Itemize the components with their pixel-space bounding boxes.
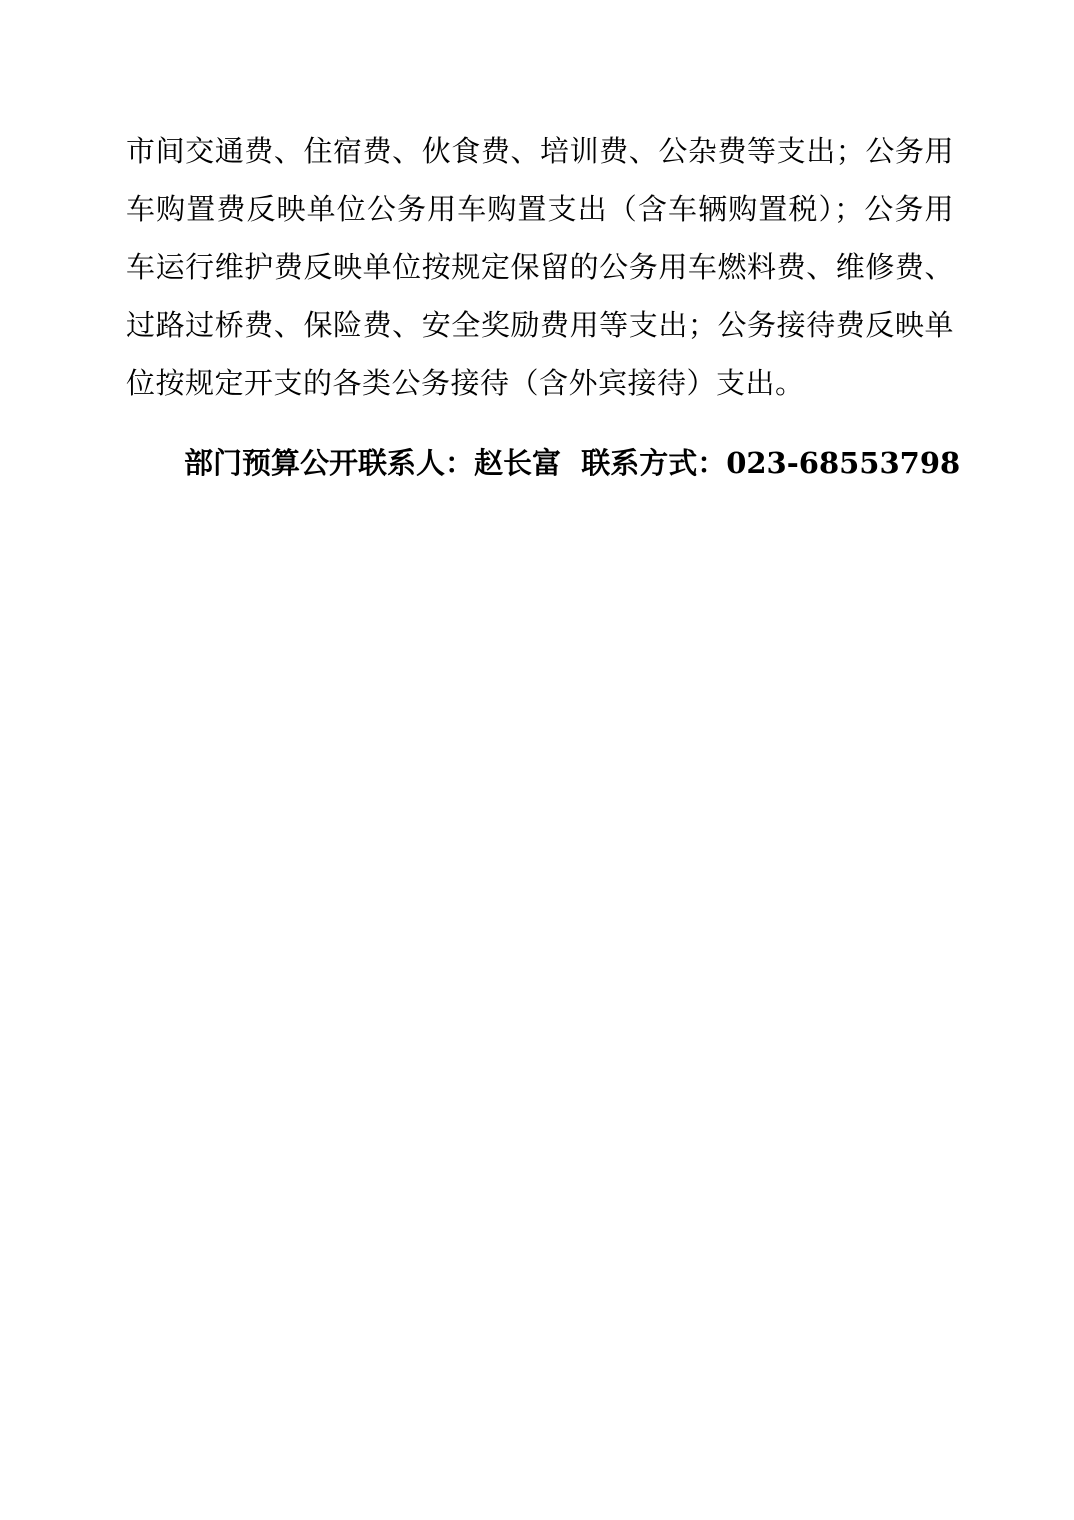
- budget-contact-line: 部门预算公开联系人：赵长富 联系方式：023-68553798: [184, 446, 961, 480]
- body-paragraph: 市间交通费、住宿费、伙食费、培训费、公杂费等支出；公务用车购置费反映单位公务用车购置支出（含车辆购置税）；公务用车运行维护费反映单位按规定保留的公务用车燃料费、维修费、过路过桥费、保险费、安全奖励费用等支出；公务接待费反映单位按规定开支的各类公务接待（含外宾接待）支出。: [126, 134, 954, 400]
- document-content: [126, 122, 961, 492]
